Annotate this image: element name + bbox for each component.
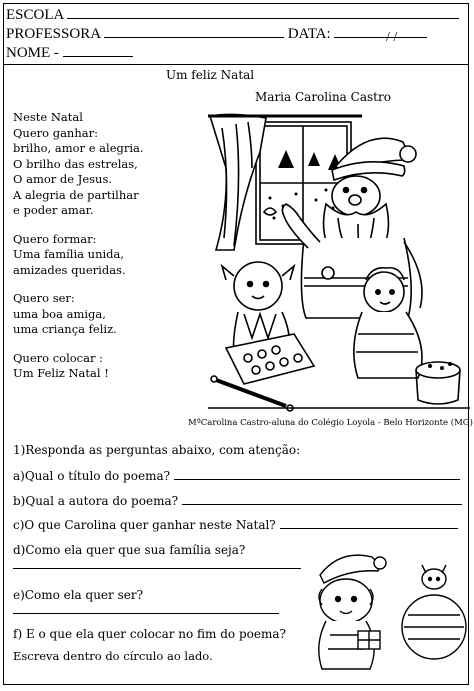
question-b-text: b)Qual a autora do poema? (13, 494, 179, 508)
school-input-line[interactable] (67, 7, 459, 19)
header-divider (4, 64, 468, 65)
question-e: e)Como ela quer ser? (13, 588, 144, 602)
date-slashes: / / (386, 30, 398, 45)
teacher-label: PROFESSORA (6, 26, 101, 42)
poem-text (13, 110, 144, 382)
poem-line: Quero formar: (13, 231, 97, 246)
teacher-input-line[interactable] (104, 26, 284, 38)
question-a-text: a)Qual o título do poema? (13, 469, 171, 483)
answer-circle[interactable] (402, 595, 466, 659)
poem-line: e poder amar. (13, 203, 94, 217)
poem-line: Um Feliz Natal ! (13, 366, 109, 380)
question-f: f) E o que ela quer colocar no fim do poema? (13, 627, 286, 641)
question-d: d)Como ela quer que sua família seja? (13, 543, 246, 557)
poem-line: uma boa amiga, (13, 306, 106, 321)
question-b (13, 494, 462, 508)
poem-line: O amor de Jesus. (13, 172, 113, 186)
question-c (13, 518, 458, 532)
poem-line: Quero ganhar: (13, 125, 98, 140)
question-f-instruction: Escreva dentro do círculo ao lado. (13, 649, 213, 663)
poem-line: O brilho das estrelas, (13, 156, 138, 171)
name-label: NOME - (6, 45, 59, 61)
answer-e-line[interactable] (13, 613, 279, 614)
answer-b-line[interactable] (182, 494, 462, 505)
question-a (13, 469, 460, 483)
date-input-line[interactable] (334, 26, 427, 38)
poem-line: uma criança feliz. (13, 322, 117, 336)
school-label: ESCOLA (6, 7, 64, 23)
answer-a-line[interactable] (174, 469, 460, 480)
poem-line: Neste Natal (13, 110, 83, 124)
poem-line: Quero ser: (13, 291, 75, 305)
poem-title: Um feliz Natal (166, 68, 255, 82)
poem-line: Uma família unida, (13, 247, 125, 261)
name-input-line[interactable] (63, 45, 133, 57)
answer-d-line[interactable] (13, 568, 301, 569)
date-label: DATA: (287, 26, 331, 42)
questions-intro: 1)Responda as perguntas abaixo, com atenção: (13, 443, 301, 457)
poem-author: Maria Carolina Castro (255, 90, 391, 104)
question-c-text: c)O que Carolina quer ganhar neste Natal? (13, 518, 276, 532)
poem-credit: MªCarolina Castro-aluna do Colégio Loyola - Belo Horizonte (MG) (188, 418, 473, 428)
answer-c-line[interactable] (280, 518, 458, 529)
poem-line: brilho, amor e alegria. (13, 141, 144, 155)
poem-line: Quero colocar : (13, 350, 104, 365)
poem-line: A alegria de partilhar (13, 187, 139, 202)
name-field[interactable] (6, 45, 133, 61)
poem-line: amizades queridas. (13, 262, 126, 277)
santa-illustration (208, 108, 470, 413)
school-field[interactable] (6, 7, 459, 23)
teacher-date-field[interactable] (6, 26, 427, 42)
